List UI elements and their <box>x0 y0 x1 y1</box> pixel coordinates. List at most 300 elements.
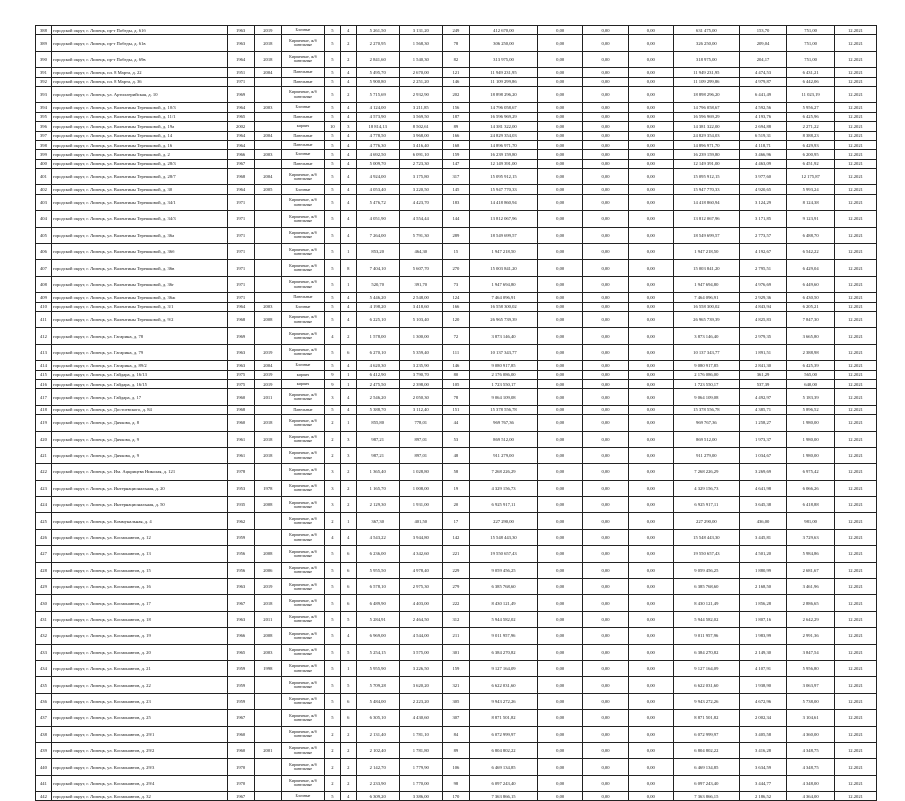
cell-residents: 142 <box>442 529 469 545</box>
cell-residents: 17 <box>442 513 469 529</box>
cell-living-area: 2 050,30 <box>399 389 442 405</box>
cell-floors: 2 <box>324 431 340 447</box>
cell-year-built: 1971 <box>227 244 254 260</box>
cell-total-area: 2 841,60 <box>356 51 399 67</box>
cell-unit-cost: 1 983,99 <box>739 628 787 644</box>
cell-cost-owners: 11 109 299,86 <box>673 77 739 86</box>
cell-year-overhaul: 2008 <box>254 311 281 327</box>
cell-floors: 5 <box>324 611 340 627</box>
cell-row-number: 431 <box>36 611 52 627</box>
cell-cost-local: 0,00 <box>628 131 673 140</box>
cell-unit-cost: 1 938,90 <box>739 677 787 693</box>
cell-total-cost: 6 469 134,85 <box>470 759 538 775</box>
table-row <box>36 513 877 529</box>
cell-max-unit-cost: 6 425,96 <box>787 112 835 121</box>
cell-year-built: 1978 <box>227 464 254 480</box>
cell-residents: 73 <box>442 276 469 292</box>
cell-cost-federal: 0,00 <box>538 361 583 370</box>
cell-year-overhaul: 2001 <box>254 742 281 758</box>
cell-living-area: 3 220,50 <box>399 185 442 194</box>
cell-unit-cost: 436,00 <box>739 513 787 529</box>
cell-total-area: 2 270,95 <box>356 35 399 51</box>
table-row <box>36 759 877 775</box>
cell-living-area: 3 968,00 <box>399 131 442 140</box>
cell-total-cost: 6 097 243,40 <box>470 775 538 791</box>
cell-residents: 124 <box>442 293 469 302</box>
table-row <box>36 361 877 370</box>
cell-total-cost: 10 137 343,77 <box>470 344 538 360</box>
cell-address: городской округ, г. Липецк, ул. Валентины Терешковой, д. 19а <box>51 122 227 131</box>
cell-entrances: 6 <box>340 344 356 360</box>
cell-cost-regional: 0,00 <box>583 595 628 611</box>
cell-cost-owners: 9 011 957,96 <box>673 628 739 644</box>
cell-cost-local: 0,00 <box>628 529 673 545</box>
cell-year-overhaul: 2011 <box>254 611 281 627</box>
cell-cost-owners: 227 290,00 <box>673 513 739 529</box>
cell-cost-owners: 9 080 917,85 <box>673 361 739 370</box>
cell-address: городской округ, г. Липецк, пр-т Победы, д. 69в <box>51 51 227 67</box>
cell-completion-date: 12.2021 <box>834 579 876 595</box>
cell-wall-material: Кирпичные, ж/б панельные <box>281 464 324 480</box>
cell-cost-regional: 0,00 <box>583 710 628 726</box>
cell-year-built: 1953 <box>227 480 254 496</box>
cell-cost-owners: 6 384 270,82 <box>673 644 739 660</box>
cell-living-area: 2 223,20 <box>399 693 442 709</box>
table-row <box>36 405 877 414</box>
cell-total-cost: 14 418 860,94 <box>470 194 538 210</box>
cell-address: городской округ, г. Липецк, ул. Космонавтов, д. 20 <box>51 644 227 660</box>
cell-unit-cost: 361,29 <box>739 370 787 379</box>
cell-total-area: 4 778,50 <box>356 131 399 140</box>
cell-row-number: 396 <box>36 122 52 131</box>
cell-cost-local: 0,00 <box>628 26 673 35</box>
cell-cost-federal: 0,00 <box>538 644 583 660</box>
cell-cost-owners: 7 363 866,15 <box>673 792 739 801</box>
cell-cost-local: 0,00 <box>628 644 673 660</box>
cell-residents: 222 <box>442 595 469 611</box>
cell-floors: 3 <box>324 480 340 496</box>
cell-cost-local: 0,00 <box>628 302 673 311</box>
cell-row-number: 416 <box>36 379 52 388</box>
cell-wall-material: Кирпичные, ж/б панельные <box>281 35 324 51</box>
cell-cost-owners: 3 873 146,40 <box>673 328 739 344</box>
cell-cost-regional: 0,00 <box>583 405 628 414</box>
cell-total-area: 18 814,13 <box>356 122 399 131</box>
cell-living-area: 2 975,30 <box>399 579 442 595</box>
cell-row-number: 411 <box>36 311 52 327</box>
cell-max-unit-cost: 2 991,36 <box>787 628 835 644</box>
cell-completion-date: 12.2021 <box>834 370 876 379</box>
cell-living-area: 1 540,30 <box>399 51 442 67</box>
cell-total-cost: 9 011 957,96 <box>470 628 538 644</box>
table-row <box>36 693 877 709</box>
cell-total-area: 5 955,50 <box>356 562 399 578</box>
cell-unit-cost: 2 694,88 <box>739 122 787 131</box>
cell-completion-date: 12.2021 <box>834 112 876 121</box>
cell-wall-material: Блочные <box>281 302 324 311</box>
cell-completion-date: 12.2021 <box>834 759 876 775</box>
cell-address: городской округ, г. Липецк, ул. Валентины Терешковой, д. 11/1 <box>51 112 227 121</box>
cell-wall-material: Блочные <box>281 792 324 801</box>
cell-cost-local: 0,00 <box>628 140 673 149</box>
cell-row-number: 398 <box>36 140 52 149</box>
table-row <box>36 227 877 243</box>
cell-cost-owners: 4 329 156,73 <box>673 480 739 496</box>
cell-year-built: 1967 <box>227 792 254 801</box>
cell-cost-owners: 14 381 322,00 <box>673 122 739 131</box>
cell-address: городской округ, г. Липецк, ул. Валентины Терешковой, д. 28/7 <box>51 169 227 185</box>
cell-completion-date: 12.2021 <box>834 431 876 447</box>
cell-cost-local: 0,00 <box>628 169 673 185</box>
cell-cost-regional: 0,00 <box>583 644 628 660</box>
cell-year-overhaul: 2018 <box>254 415 281 431</box>
cell-cost-regional: 0,00 <box>583 35 628 51</box>
cell-address: городской округ, г. Липецк, ул. Космонавтов, д. 21 <box>51 660 227 676</box>
cell-completion-date: 12.2021 <box>834 677 876 693</box>
cell-cost-federal: 0,00 <box>538 311 583 327</box>
cell-year-overhaul <box>254 244 281 260</box>
cell-cost-federal: 0,00 <box>538 660 583 676</box>
cell-row-number: 441 <box>36 775 52 791</box>
cell-floors: 5 <box>324 710 340 726</box>
cell-address: городской округ, г. Липецк, ул. Валентины Терешковой, д. 36в <box>51 260 227 276</box>
cell-wall-material: Панельные <box>281 140 324 149</box>
cell-cost-regional: 0,00 <box>583 611 628 627</box>
cell-entrances: 2 <box>340 480 356 496</box>
cell-residents: 156 <box>442 103 469 112</box>
cell-completion-date: 12.2021 <box>834 497 876 513</box>
table-row <box>36 415 877 431</box>
cell-total-area: 5 900,80 <box>356 77 399 86</box>
cell-wall-material: Панельные <box>281 405 324 414</box>
cell-cost-federal: 0,00 <box>538 405 583 414</box>
cell-floors: 5 <box>324 260 340 276</box>
cell-year-built: 1964 <box>227 103 254 112</box>
cell-total-cost: 6 384 270,82 <box>470 644 538 660</box>
cell-entrances: 4 <box>340 405 356 414</box>
cell-unit-cost: 4 672,96 <box>739 693 787 709</box>
cell-total-cost: 15 378 556,78 <box>470 405 538 414</box>
cell-max-unit-cost: 6 449,60 <box>787 276 835 292</box>
cell-year-built: 1964 <box>227 185 254 194</box>
cell-residents: 111 <box>442 344 469 360</box>
cell-cost-regional: 0,00 <box>583 150 628 159</box>
cell-entrances: 3 <box>340 122 356 131</box>
cell-cost-federal: 0,00 <box>538 726 583 742</box>
cell-entrances: 4 <box>340 792 356 801</box>
cell-year-overhaul <box>254 227 281 243</box>
cell-cost-local: 0,00 <box>628 150 673 159</box>
cell-residents: 53 <box>442 431 469 447</box>
cell-living-area: 2 932,90 <box>399 86 442 102</box>
cell-completion-date: 12.2021 <box>834 562 876 578</box>
cell-entrances: 4 <box>340 211 356 227</box>
cell-completion-date: 12.2021 <box>834 51 876 67</box>
cell-cost-local: 0,00 <box>628 77 673 86</box>
cell-year-overhaul <box>254 726 281 742</box>
cell-cost-federal: 0,00 <box>538 103 583 112</box>
cell-cost-owners: 18 898 296,20 <box>673 86 739 102</box>
cell-wall-material: Кирпичные, ж/б панельные <box>281 51 324 67</box>
cell-entrances: 5 <box>340 644 356 660</box>
cell-unit-cost: 3 171,85 <box>739 211 787 227</box>
cell-address: городской округ, г. Липецк, ул. Космонавтов, д. 32 <box>51 792 227 801</box>
cell-floors: 5 <box>324 150 340 159</box>
cell-row-number: 414 <box>36 361 52 370</box>
cell-cost-regional: 0,00 <box>583 244 628 260</box>
cell-unit-cost: 2 979,35 <box>739 328 787 344</box>
cell-row-number: 442 <box>36 792 52 801</box>
table-row <box>36 628 877 644</box>
cell-residents: 151 <box>442 405 469 414</box>
cell-cost-owners: 8 871 501,82 <box>673 710 739 726</box>
cell-total-cost: 15 947 770,33 <box>470 185 538 194</box>
cell-residents: 305 <box>442 693 469 709</box>
cell-unit-cost: 3 405,58 <box>739 726 787 742</box>
cell-cost-regional: 0,00 <box>583 497 628 513</box>
cell-cost-regional: 0,00 <box>583 389 628 405</box>
cell-cost-regional: 0,00 <box>583 480 628 496</box>
cell-cost-federal: 0,00 <box>538 150 583 159</box>
cell-cost-owners: 9 943 272,26 <box>673 693 739 709</box>
cell-year-overhaul <box>254 77 281 86</box>
cell-total-cost: 1 947 218,50 <box>470 244 538 260</box>
cell-cost-regional: 0,00 <box>583 194 628 210</box>
cell-row-number: 418 <box>36 405 52 414</box>
cell-floors: 5 <box>324 405 340 414</box>
cell-cost-federal: 0,00 <box>538 260 583 276</box>
cell-total-area: 6 236,00 <box>356 546 399 562</box>
cell-total-area: 4 924,00 <box>356 169 399 185</box>
cell-year-built: 1963 <box>227 26 254 35</box>
table-row <box>36 86 877 102</box>
cell-cost-owners: 6 072 999,97 <box>673 726 739 742</box>
cell-cost-federal: 0,00 <box>538 775 583 791</box>
cell-residents: 144 <box>442 211 469 227</box>
cell-year-overhaul: 1978 <box>254 480 281 496</box>
cell-cost-local: 0,00 <box>628 35 673 51</box>
cell-living-area: 5 791,30 <box>399 227 442 243</box>
cell-cost-owners: 318 975,00 <box>673 51 739 67</box>
cell-living-area: 5 103,40 <box>399 311 442 327</box>
cell-entrances: 5 <box>340 677 356 693</box>
cell-cost-local: 0,00 <box>628 389 673 405</box>
cell-row-number: 409 <box>36 293 52 302</box>
cell-total-cost: 14 381 322,00 <box>470 122 538 131</box>
cell-total-cost: 11 949 231,95 <box>470 68 538 77</box>
cell-cost-local: 0,00 <box>628 379 673 388</box>
cell-max-unit-cost: 9 123,91 <box>787 211 835 227</box>
cell-unit-cost: 4 107,91 <box>739 660 787 676</box>
cell-unit-cost: 3 634,59 <box>739 759 787 775</box>
cell-entrances: 2 <box>340 35 356 51</box>
cell-cost-regional: 0,00 <box>583 677 628 693</box>
table-row <box>36 579 877 595</box>
cell-residents: 187 <box>442 112 469 121</box>
cell-address: городской округ, г. Липецк, ул. Гайдара, д. 17 <box>51 389 227 405</box>
cell-wall-material: Кирпичные, ж/б панельные <box>281 579 324 595</box>
cell-cost-regional: 0,00 <box>583 447 628 463</box>
cell-total-cost: 1 947 694,80 <box>470 276 538 292</box>
cell-total-area: 5 715,69 <box>356 86 399 102</box>
cell-cost-owners: 9 127 164,09 <box>673 660 739 676</box>
cell-address: городской округ, г. Липецк, ул. Валентины Терешковой, д. 3/1 <box>51 302 227 311</box>
cell-row-number: 438 <box>36 726 52 742</box>
cell-address: городской округ, г. Липецк, ул. Космонавтов, д. 29/4 <box>51 775 227 791</box>
cell-living-area: 3 790,70 <box>399 370 442 379</box>
cell-cost-regional: 0,00 <box>583 51 628 67</box>
cell-total-area: 5 284,91 <box>356 611 399 627</box>
cell-living-area: 4 423,70 <box>399 194 442 210</box>
cell-max-unit-cost: 751,00 <box>787 51 835 67</box>
cell-total-area: 5 388,70 <box>356 405 399 414</box>
cell-total-area: 2 233,90 <box>356 775 399 791</box>
cell-floors: 5 <box>324 628 340 644</box>
cell-residents: 221 <box>442 546 469 562</box>
cell-row-number: 400 <box>36 159 52 168</box>
cell-floors: 2 <box>324 775 340 791</box>
cell-living-area: 1 568,30 <box>399 35 442 51</box>
cell-total-area: 6 309,20 <box>356 792 399 801</box>
cell-wall-material: кирпич <box>281 122 324 131</box>
cell-living-area: 3 131,20 <box>399 26 442 35</box>
cell-wall-material: Блочные <box>281 103 324 112</box>
cell-wall-material: Кирпичные, ж/б панельные <box>281 742 324 758</box>
cell-total-area: 7 404,10 <box>356 260 399 276</box>
table-row <box>36 595 877 611</box>
cell-living-area: 1 300,00 <box>399 328 442 344</box>
cell-floors: 5 <box>324 68 340 77</box>
cell-wall-material: Кирпичные, ж/б панельные <box>281 660 324 676</box>
cell-cost-owners: 14 796 058,67 <box>673 103 739 112</box>
cell-year-built: 1961 <box>227 431 254 447</box>
cell-completion-date: 12.2021 <box>834 302 876 311</box>
cell-total-area: 5 955,90 <box>356 660 399 676</box>
cell-max-unit-cost: 6 451,92 <box>787 159 835 168</box>
cell-living-area: 2 548,00 <box>399 293 442 302</box>
cell-living-area: 778,01 <box>399 415 442 431</box>
cell-row-number: 423 <box>36 480 52 496</box>
cell-cost-federal: 0,00 <box>538 792 583 801</box>
cell-year-overhaul <box>254 86 281 102</box>
cell-unit-cost: 2 186,52 <box>739 792 787 801</box>
cell-cost-federal: 0,00 <box>538 464 583 480</box>
cell-max-unit-cost: 751,00 <box>787 35 835 51</box>
cell-total-cost: 9 127 164,09 <box>470 660 538 676</box>
table-row <box>36 260 877 276</box>
cell-completion-date: 12.2021 <box>834 35 876 51</box>
cell-residents: 270 <box>442 260 469 276</box>
cell-year-built: 1960 <box>227 726 254 742</box>
cell-total-area: 4 692,50 <box>356 150 399 159</box>
cell-year-built: 1965 <box>227 112 254 121</box>
cell-year-overhaul: 2004 <box>254 169 281 185</box>
cell-total-area: 6 270,10 <box>356 344 399 360</box>
cell-residents: 146 <box>442 77 469 86</box>
cell-cost-local: 0,00 <box>628 431 673 447</box>
cell-cost-owners: 8 430 121,49 <box>673 595 739 611</box>
cell-cost-regional: 0,00 <box>583 293 628 302</box>
cell-total-area: 2 475,50 <box>356 379 399 388</box>
cell-completion-date: 12.2021 <box>834 660 876 676</box>
cell-residents: 106 <box>442 759 469 775</box>
cell-unit-cost: 2 002,34 <box>739 710 787 726</box>
cell-cost-owners: 2 176 086,00 <box>673 370 739 379</box>
cell-year-built: 1963 <box>227 579 254 595</box>
cell-year-overhaul: 1998 <box>254 660 281 676</box>
cell-completion-date: 12.2021 <box>834 276 876 292</box>
cell-row-number: 436 <box>36 693 52 709</box>
cell-residents: 145 <box>442 185 469 194</box>
cell-total-cost: 16 596 969,29 <box>470 112 538 121</box>
cell-year-built: 1963 <box>227 35 254 51</box>
cell-completion-date: 12.2021 <box>834 710 876 726</box>
table-row <box>36 159 877 168</box>
table-row <box>36 529 877 545</box>
cell-residents: 307 <box>442 710 469 726</box>
cell-unit-cost: 3 445,81 <box>739 529 787 545</box>
cell-floors: 9 <box>324 379 340 388</box>
cell-year-overhaul: 2019 <box>254 26 281 35</box>
cell-floors: 5 <box>324 112 340 121</box>
cell-total-area: 5 446,20 <box>356 293 399 302</box>
cell-address: городской округ, г. Липецк, ул. Валентины Терешковой, д. 9/2 <box>51 311 227 327</box>
cell-total-area: 4 053,40 <box>356 185 399 194</box>
cell-wall-material: Кирпичные, ж/б панельные <box>281 328 324 344</box>
cell-max-unit-cost: 981,00 <box>787 513 835 529</box>
cell-floors: 4 <box>324 529 340 545</box>
cell-wall-material: Кирпичные, ж/б панельные <box>281 775 324 791</box>
cell-wall-material: Кирпичные, ж/б панельные <box>281 344 324 360</box>
cell-residents: 20 <box>442 497 469 513</box>
cell-cost-federal: 0,00 <box>538 344 583 360</box>
cell-year-built: 1969 <box>227 86 254 102</box>
cell-address: городской округ, г. Липецк, ул. Космонавтов, д. 25 <box>51 710 227 726</box>
cell-entrances: 4 <box>340 311 356 327</box>
cell-year-overhaul: 2018 <box>254 51 281 67</box>
cell-year-overhaul <box>254 513 281 529</box>
cell-year-overhaul: 2019 <box>254 579 281 595</box>
cell-row-number: 402 <box>36 185 52 194</box>
table-row <box>36 742 877 758</box>
cell-max-unit-cost: 5 738,00 <box>787 693 835 709</box>
cell-completion-date: 12.2021 <box>834 644 876 660</box>
cell-total-cost: 6 072 999,97 <box>470 726 538 742</box>
cell-cost-federal: 0,00 <box>538 86 583 102</box>
cell-completion-date: 12.2021 <box>834 68 876 77</box>
cell-entrances: 2 <box>340 775 356 791</box>
cell-residents: 80 <box>442 370 469 379</box>
cell-total-cost: 12 149 391,00 <box>470 159 538 168</box>
cell-cost-local: 0,00 <box>628 159 673 168</box>
table-row <box>36 140 877 149</box>
cell-year-overhaul <box>254 405 281 414</box>
cell-living-area: 3 211,85 <box>399 103 442 112</box>
cell-residents: 78 <box>442 389 469 405</box>
cell-total-cost: 227 290,00 <box>470 513 538 529</box>
cell-cost-federal: 0,00 <box>538 131 583 140</box>
cell-unit-cost: 1 880,99 <box>739 562 787 578</box>
cell-max-unit-cost: 6 430,50 <box>787 293 835 302</box>
cell-address: городской округ, г. Липецк, ул. Валентины Терешковой, д. 30 <box>51 185 227 194</box>
cell-cost-local: 0,00 <box>628 775 673 791</box>
cell-cost-federal: 0,00 <box>538 431 583 447</box>
cell-year-built: 1960 <box>227 742 254 758</box>
cell-address: городской округ, г. Липецк, ул. Коммунальная, д. 4 <box>51 513 227 529</box>
cell-entrances: 2 <box>340 759 356 775</box>
cell-year-overhaul <box>254 759 281 775</box>
cell-year-built: 1971 <box>227 77 254 86</box>
